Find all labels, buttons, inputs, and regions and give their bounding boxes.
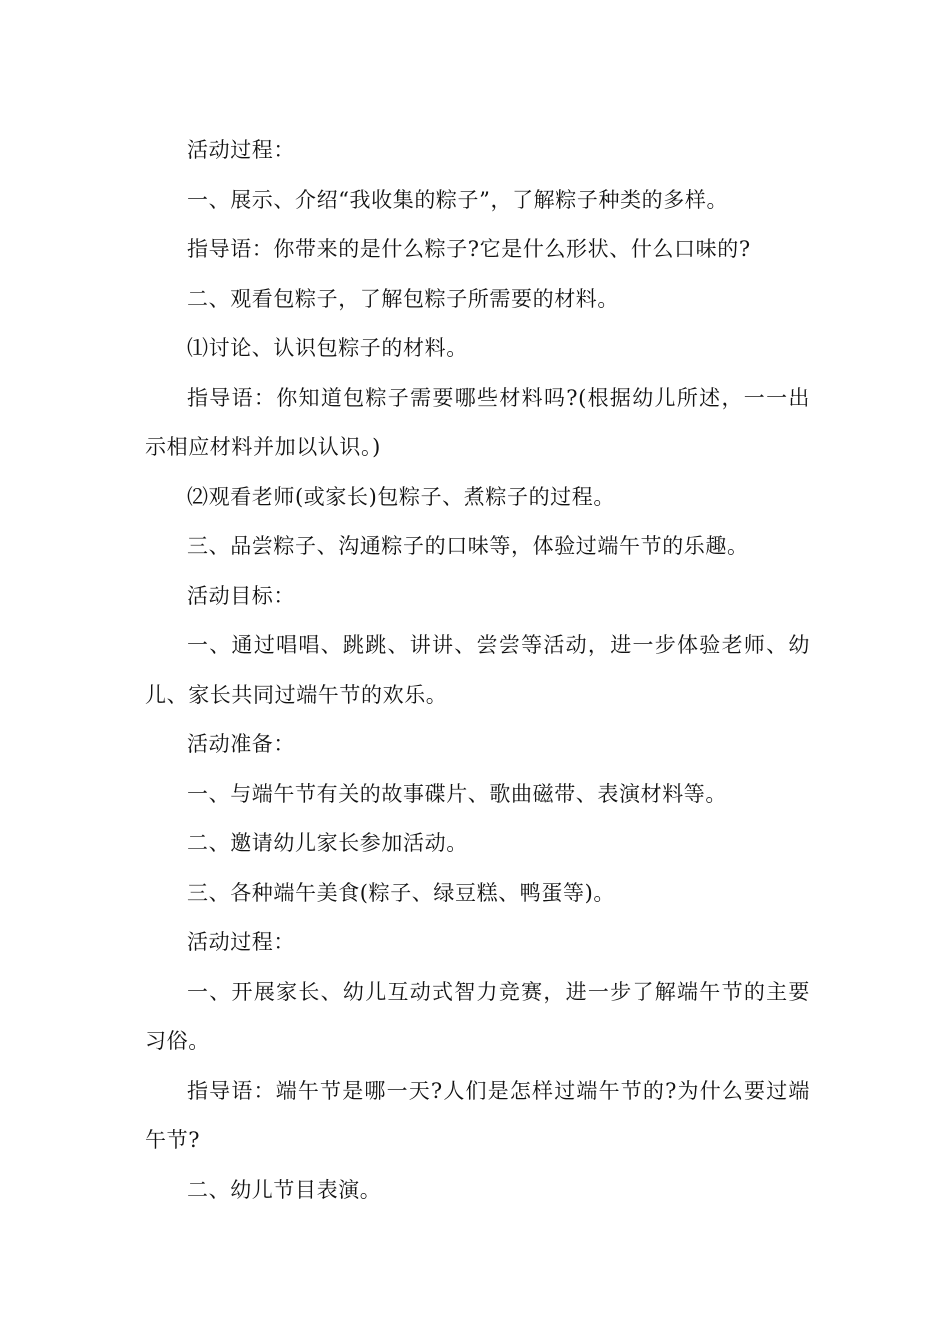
paragraph: 一、开展家长、幼儿互动式智力竞赛，进一步了解端午节的主要习俗。 bbox=[145, 979, 810, 1053]
paragraph: ⑴讨论、认识包粽子的材料。 bbox=[187, 336, 468, 360]
paragraph: 指导语：端午节是哪一天?人们是怎样过端午节的?为什么要过端午节? bbox=[145, 1078, 810, 1152]
paragraph: 二、观看包粽子，了解包粽子所需要的材料。 bbox=[187, 286, 619, 311]
paragraph: ⑵观看老师(或家长)包粽子、煮粽子的过程。 bbox=[187, 484, 615, 509]
section-heading: 活动准备： bbox=[187, 732, 295, 756]
paragraph: 一、展示、介绍“我收集的粽子”，了解粽子种类的多样。 bbox=[187, 187, 729, 212]
section-heading: 活动过程： bbox=[187, 930, 295, 954]
paragraph: 一、通过唱唱、跳跳、讲讲、尝尝等活动，进一步体验老师、幼儿、家长共同过端午节的欢乐。 bbox=[145, 633, 810, 707]
paragraph: 指导语：你知道包粽子需要哪些材料吗?(根据幼儿所述，一一出示相应材料并加以认识。) bbox=[145, 385, 810, 459]
section-heading: 活动目标： bbox=[187, 583, 295, 608]
paragraph: 三、各种端午美食(粽子、绿豆糕、鸭蛋等)。 bbox=[187, 880, 615, 905]
paragraph: 二、邀请幼儿家长参加活动。 bbox=[187, 831, 468, 855]
paragraph: 三、品尝粽子、沟通粽子的口味等，体验过端午节的乐趣。 bbox=[187, 534, 749, 558]
paragraph: 一、与端午节有关的故事碟片、歌曲磁带、表演材料等。 bbox=[187, 781, 727, 806]
section-heading: 活动过程： bbox=[187, 138, 295, 162]
paragraph: 指导语：你带来的是什么粽子?它是什么形状、什么口味的? bbox=[187, 237, 751, 261]
paragraph: 二、幼儿节目表演。 bbox=[187, 1177, 382, 1202]
document-body bbox=[145, 126, 810, 1215]
